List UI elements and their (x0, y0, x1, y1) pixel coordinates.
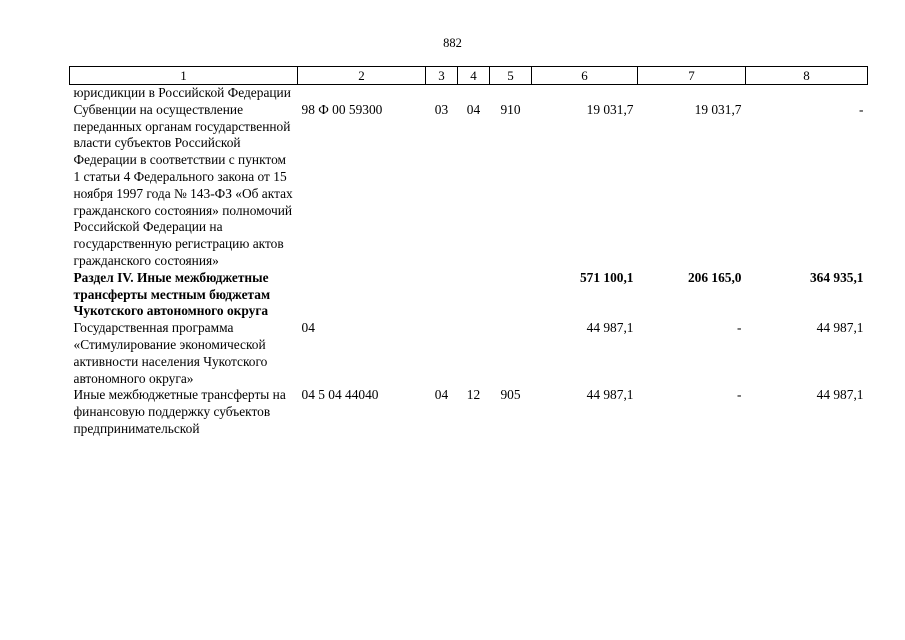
row-subsection (458, 85, 490, 102)
row-subsection: 12 (466, 387, 481, 403)
row-subsection (458, 270, 490, 320)
row-name: Раздел IV. Иные межбюджетные трансферты местным бюджетам Чукотского автономного округа (73, 269, 271, 319)
header-col-8: 8 (746, 67, 868, 85)
row-regional: - (859, 101, 864, 117)
row-name: Субвенции на осуществление переданных органам государственной власти субъектов Российской Федерации в соответствии с пунктом 1 статьи 4 Федерального закона от 15 ноября 1997 года № 143-ФЗ «Об актах гражданского состояния» полномочий Российской Федерации на государственную регистрацию актов гражданского состояния» (73, 101, 293, 268)
table-header-row (70, 67, 868, 85)
header-col-7: 7 (638, 67, 746, 85)
header-col-6: 6 (532, 67, 638, 85)
row-code: 98 Ф 00 59300 (301, 101, 383, 117)
row-expense-type: 905 (500, 387, 521, 403)
row-code: 04 5 04 44040 (301, 387, 379, 403)
row-total (532, 85, 638, 102)
row-expense-type: 910 (500, 101, 521, 117)
row-total: 44 987,1 (586, 387, 634, 403)
row-code: 04 (301, 320, 315, 336)
row-section: 03 (434, 101, 449, 117)
row-expense-type (490, 270, 532, 320)
row-total: 44 987,1 (586, 320, 634, 336)
row-federal: - (737, 387, 742, 403)
header-col-4: 4 (458, 67, 490, 85)
row-subsection (458, 320, 490, 387)
table-row-section (70, 270, 868, 320)
row-total: 571 100,1 (579, 269, 634, 285)
table-row (70, 320, 868, 387)
header-col-3: 3 (426, 67, 458, 85)
page-number: 882 (443, 36, 462, 50)
row-code (298, 270, 426, 320)
row-regional: 364 935,1 (809, 269, 864, 285)
row-regional: 44 987,1 (816, 320, 864, 336)
row-federal (638, 85, 746, 102)
row-federal: - (737, 320, 742, 336)
header-col-1: 1 (70, 67, 298, 85)
row-regional: 44 987,1 (816, 387, 864, 403)
row-name: Государственная программа «Стимулирование экономической активности населения Чукотского автономного округа» (73, 320, 268, 386)
table-row (70, 387, 868, 437)
row-section (426, 85, 458, 102)
table-row (70, 85, 868, 102)
table-row (70, 102, 868, 270)
row-subsection: 04 (466, 101, 481, 117)
header-col-5: 5 (490, 67, 532, 85)
row-section (426, 270, 458, 320)
row-code (298, 85, 426, 102)
row-section (426, 320, 458, 387)
row-total: 19 031,7 (586, 101, 634, 117)
row-federal: 19 031,7 (694, 101, 742, 117)
row-section: 04 (434, 387, 449, 403)
row-federal: 206 165,0 (687, 269, 742, 285)
row-name: юрисдикции в Российской Федерации (73, 85, 291, 100)
row-expense-type (490, 320, 532, 387)
row-regional (746, 85, 868, 102)
budget-table (69, 66, 868, 438)
row-expense-type (490, 85, 532, 102)
row-name: Иные межбюджетные трансферты на финансовую поддержку субъектов предпринимательской (73, 387, 286, 436)
header-col-2: 2 (298, 67, 426, 85)
